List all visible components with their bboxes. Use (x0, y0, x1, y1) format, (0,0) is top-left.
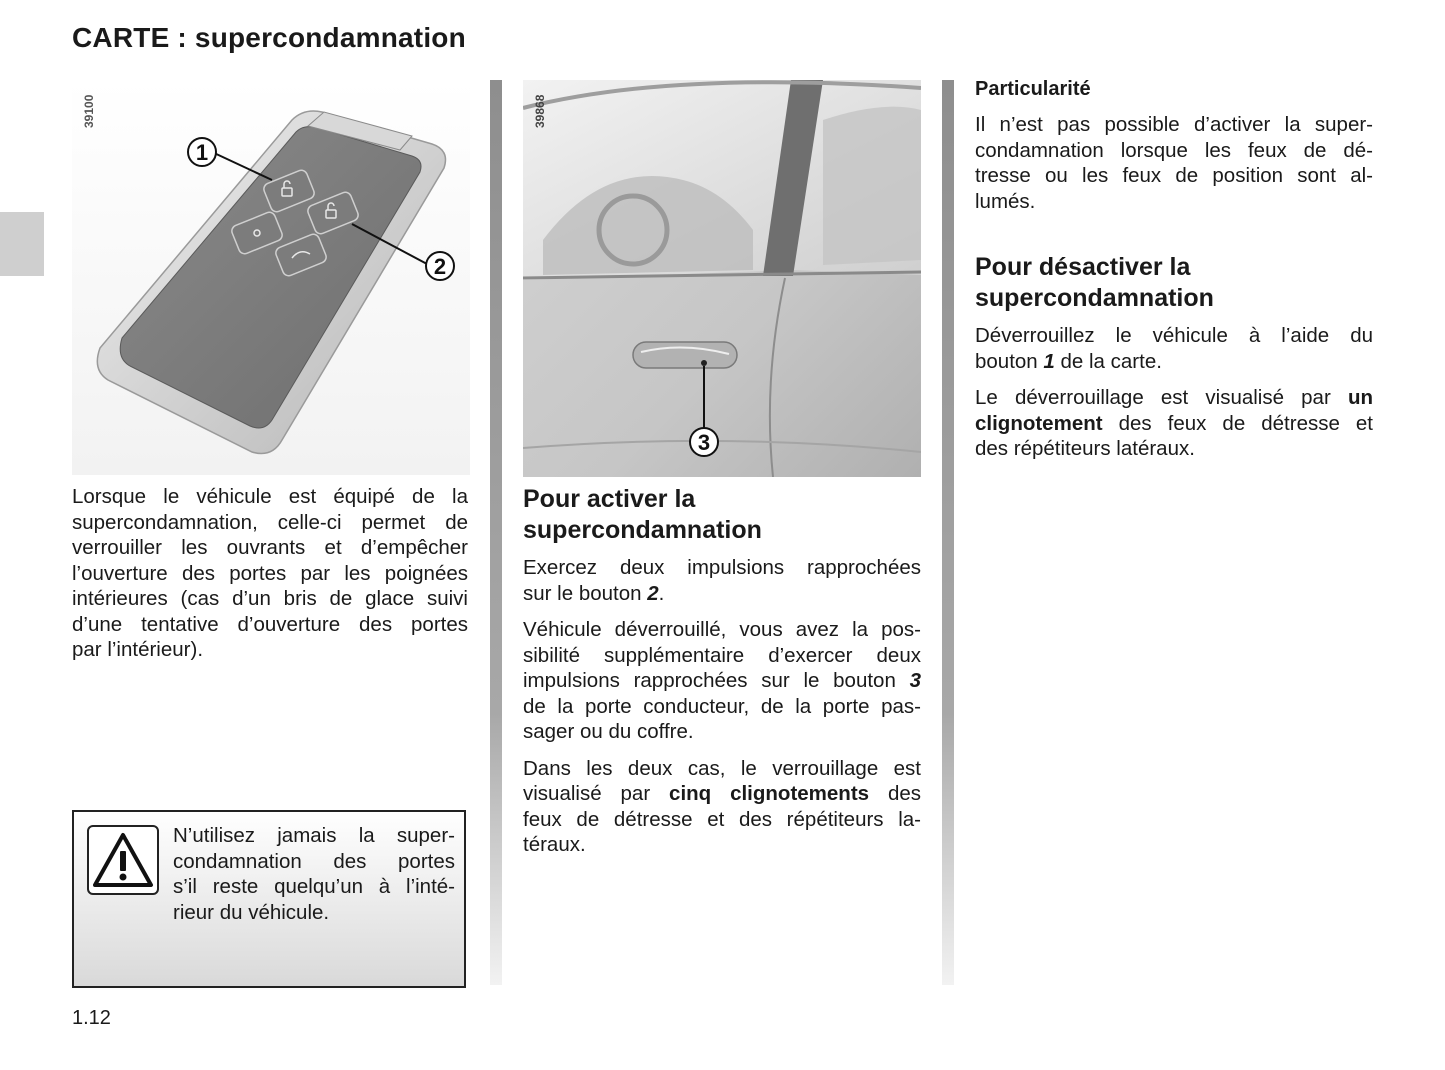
figure-code: 39868 (533, 94, 547, 128)
text-line: Il n’est pas possible d’activer la super- (975, 113, 1373, 136)
heading-line: Pour activer la (523, 485, 696, 513)
car-door-drawing (523, 80, 921, 477)
deactivate-heading (975, 252, 1373, 314)
deactivate-para-1 (975, 323, 1373, 374)
intro-line: par l’intérieur). (72, 638, 204, 661)
intro-line: Lorsque le véhicule est équipé de la (72, 485, 468, 508)
activate-body (523, 555, 921, 869)
text-line: tresse ou les feux de position sont al- (975, 164, 1373, 187)
deactivate-body (975, 323, 1373, 473)
warning-line: condamnation des portes (173, 849, 455, 873)
emphasis: clignotement (975, 411, 1103, 435)
intro-paragraph (72, 484, 468, 663)
particularite-body (975, 112, 1373, 214)
particularite-heading: Particularité (975, 78, 1091, 100)
warning-line: N’utilisez jamais la super- (173, 824, 455, 847)
callout-3-label: 3 (697, 430, 711, 455)
warning-icon (87, 825, 159, 895)
text-line: lumés. (975, 189, 1036, 213)
text-line: Déverrouillez le véhicule à l’aide du (975, 324, 1373, 347)
intro-line: intérieures (cas d’un bris de glace suivi (72, 587, 468, 610)
text-span: des (869, 782, 922, 805)
text-line: sibilité supplémentaire d’exercer deux (523, 643, 921, 667)
warning-line: rieur du véhicule. (173, 900, 330, 924)
intro-line: l’ouverture des portes par les poignées (72, 561, 468, 585)
text-line: feux de détresse et des répétiteurs la- (523, 807, 921, 831)
column-divider-left (490, 80, 502, 985)
text-line: Véhicule déverrouillé, vous avez la pos- (523, 618, 921, 641)
heading-line: Pour désactiver la (975, 253, 1191, 281)
button-ref-3: 3 (909, 669, 921, 692)
text-line: téraux. (523, 833, 586, 856)
warning-triangle-icon (89, 827, 157, 893)
emphasis: un (1347, 386, 1373, 409)
warning-text (173, 823, 455, 925)
page-number: 1.12 (72, 1007, 111, 1029)
intro-line: supercondamnation, celle-ci permet de (72, 510, 468, 534)
button-ref-2: 2 (647, 581, 659, 605)
text-line: de la porte conducteur, de la porte pas- (523, 694, 921, 718)
callout-1-label: 1 (195, 140, 209, 165)
section-tab-marker (0, 212, 44, 276)
key-card-drawing (72, 80, 470, 475)
text-span: des feux de détresse et (1102, 411, 1373, 435)
warning-line: s’il reste quelqu’un à l’inté- (173, 875, 455, 898)
text-line: Exercez deux impulsions rapprochées (523, 556, 921, 579)
activate-para-1 (523, 555, 921, 606)
key-card-illustration (72, 80, 470, 475)
heading-line: supercondamnation (523, 516, 762, 544)
intro-line: d’une tentative d’ouverture des portes (72, 612, 468, 636)
activate-para-2 (523, 617, 921, 745)
emphasis: cinq clignotements (669, 782, 870, 805)
text-line: sager ou du coffre. (523, 720, 694, 743)
text-span: bouton (975, 349, 1044, 373)
callout-2-label: 2 (433, 254, 447, 279)
text-span: impulsions rapprochées sur le bouton (523, 669, 910, 692)
deactivate-para-2 (975, 385, 1373, 462)
text-span: visualisé par (523, 782, 670, 805)
intro-line: verrouiller les ouvrants et d’empêcher (72, 536, 468, 559)
text-span: . (658, 581, 665, 605)
figure-code: 39100 (82, 94, 96, 128)
text-span: de la carte. (1054, 349, 1162, 373)
text-span: sur le bouton (523, 581, 648, 605)
car-door-illustration (523, 80, 921, 477)
text-line: Dans les deux cas, le verrouillage est (523, 756, 921, 780)
text-line: condamnation lorsque les feux de dé- (975, 138, 1373, 162)
activate-para-3 (523, 756, 921, 858)
column-divider-right (942, 80, 954, 985)
heading-line: supercondamnation (975, 284, 1214, 312)
page-title: CARTE : supercondamnation (72, 22, 466, 53)
text-line: des répétiteurs latéraux. (975, 437, 1195, 460)
activate-heading (523, 484, 921, 546)
warning-box (72, 810, 466, 988)
button-ref-1: 1 (1043, 349, 1055, 373)
text-span: Le déverrouillage est visualisé par (975, 386, 1348, 409)
